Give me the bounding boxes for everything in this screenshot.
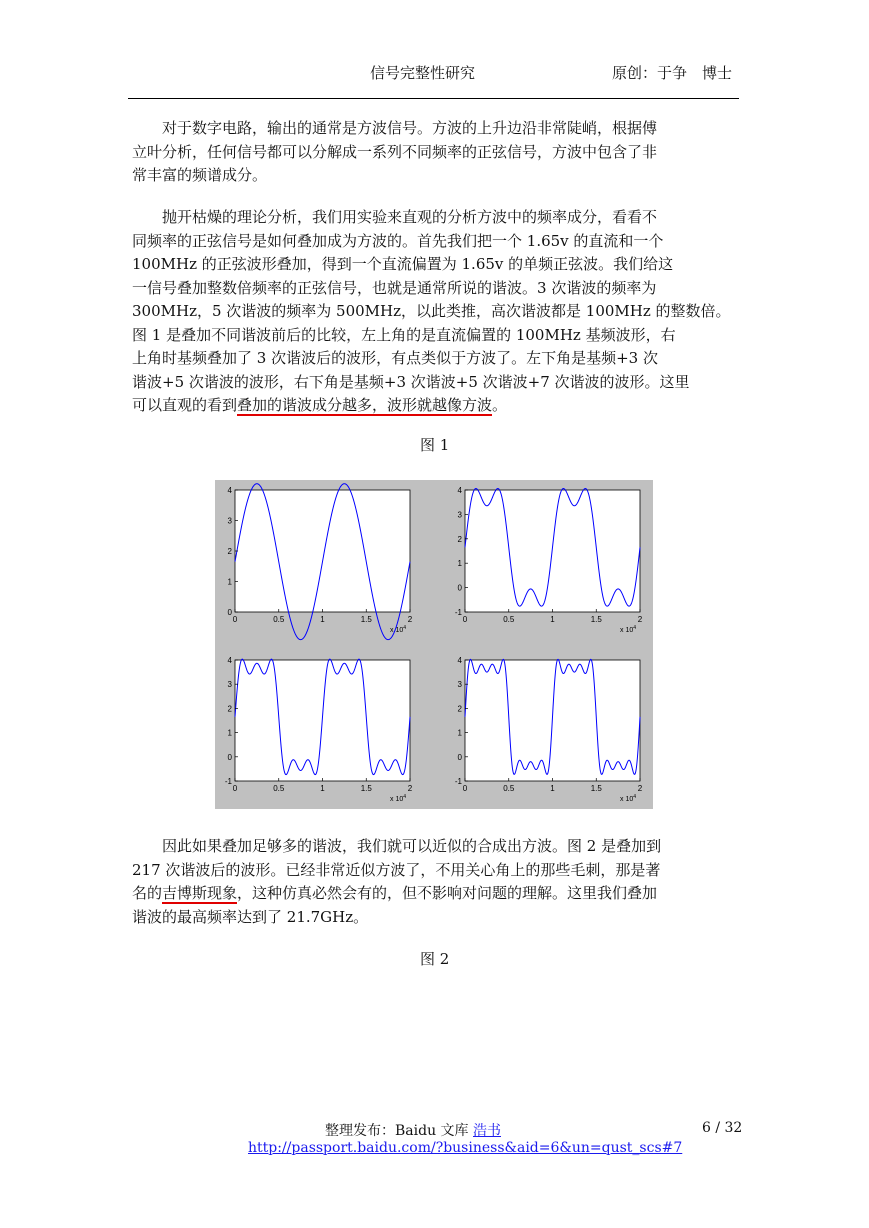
text-run: 。 xyxy=(492,396,508,414)
paragraph-line: 抛开枯燥的理论分析，我们用实验来直观的分析方波中的频率成分，看看不 xyxy=(162,208,658,226)
y-tick-label: 4 xyxy=(227,656,232,665)
y-tick-label: 0 xyxy=(457,752,462,762)
figure-1-svg xyxy=(215,480,653,809)
footer-publish-label: 整理发布：Baidu 文库 xyxy=(325,1123,469,1139)
paragraph-line: 谐波的最高频率达到了 21.7GHz。 xyxy=(132,907,369,926)
y-tick-label: 2 xyxy=(457,534,462,544)
footer-publish-link[interactable]: 浩书 xyxy=(473,1123,501,1139)
y-tick-label: 3 xyxy=(457,680,462,690)
x-tick-label: 0.5 xyxy=(503,784,515,793)
x-scale-exponent: 4 xyxy=(403,625,407,631)
y-tick-label: 4 xyxy=(457,656,462,665)
paragraph-line: 谐波+5 次谐波的波形，右下角是基频+3 次谐波+5 次谐波+7 次谐波的波形。这里 xyxy=(132,372,690,391)
paragraph-line: 100MHz 的正弦波形叠加，得到一个直流偏置为 1.65v 的单频正弦波。我们给这 xyxy=(132,255,674,273)
figure-1-caption: 图 1 xyxy=(420,436,450,454)
x-scale-note: x $10^4$ xyxy=(390,794,407,803)
y-tick-label: 2 xyxy=(227,704,232,714)
x-tick-label: 1 xyxy=(320,615,325,624)
figure-1 xyxy=(215,480,653,809)
y-tick-label: -1 xyxy=(454,608,462,617)
paragraph-line: 因此如果叠加足够多的谐波，我们就可以近似的合成出方波。图 2 是叠加到 xyxy=(162,837,662,855)
x-tick-label: 0.5 xyxy=(503,615,515,624)
x-tick-label: 2 xyxy=(407,784,413,793)
paragraph-line: 217 次谐波后的波形。已经非常近似方波了，不用关心角上的那些毛刺，那是著 xyxy=(132,860,661,879)
y-tick-label: 2 xyxy=(457,704,462,714)
x-tick-label: 0.5 xyxy=(273,784,285,793)
y-tick-label: -1 xyxy=(224,777,232,786)
footer-url-link[interactable]: http://passport.baidu.com/?business&aid=6&un=qust_scs#7 xyxy=(248,1140,683,1156)
paragraph-line: 同频率的正弦信号是如何叠加成为方波的。首先我们把一个 1.65v 的直流和一个 xyxy=(132,231,664,250)
paragraph-line: 上角时基频叠加了 3 次谐波后的波形，有点类似于方波了。左下角是基频+3 次 xyxy=(132,349,658,367)
x-tick-label: 2 xyxy=(407,615,413,624)
plot-area xyxy=(235,490,410,612)
paragraph-line: 图 1 是叠加不同谐波前后的比较，左上角的是直流偏置的 100MHz 基频波形，右 xyxy=(132,325,676,344)
chart-panel-top-right xyxy=(455,486,643,634)
paragraph-1 xyxy=(132,117,738,188)
x-scale-note: x $10^4$ xyxy=(620,625,637,634)
y-tick-label: -1 xyxy=(454,777,462,786)
chart-panel-top-left xyxy=(228,484,413,640)
text-run: ，这种仿真必然会有的，但不影响对问题的理解。这里我们叠加 xyxy=(237,884,658,902)
x-tick-label: 1 xyxy=(550,784,555,793)
y-tick-label: 0 xyxy=(227,752,232,762)
paragraph-line: 对于数字电路，输出的通常是方波信号。方波的上升边沿非常陡峭，根据傅 xyxy=(162,119,658,137)
x-tick-label: 0 xyxy=(462,784,468,793)
x-scale-note: x $10^4$ xyxy=(620,794,637,803)
x-tick-label: 0 xyxy=(232,615,238,624)
header-author: 原创：于争 博士 xyxy=(612,64,733,82)
footer-publish xyxy=(325,1120,501,1140)
x-tick-label: 2 xyxy=(637,784,643,793)
x-tick-label: 1.5 xyxy=(590,784,602,793)
text-run: 可以直观的看到 xyxy=(132,396,238,414)
chart-panel-bottom-left xyxy=(225,656,413,803)
x-scale-exponent: 4 xyxy=(633,794,637,800)
y-tick-label: 1 xyxy=(227,728,232,738)
y-tick-label: 1 xyxy=(457,728,462,738)
y-tick-label: 2 xyxy=(227,547,232,556)
y-tick-label: 4 xyxy=(457,486,462,495)
x-tick-label: 0.5 xyxy=(273,615,285,624)
y-tick-label: 4 xyxy=(227,486,232,495)
paragraph-2 xyxy=(132,206,738,418)
y-tick-label: 3 xyxy=(227,516,232,526)
x-tick-label: 1.5 xyxy=(360,615,372,624)
paragraph-line: 立叶分析，任何信号都可以分解成一系列不同频率的正弦信号，方波中包含了非 xyxy=(132,142,658,161)
header-rule xyxy=(128,98,739,99)
paragraph-line: 一信号叠加整数倍频率的正弦信号，也就是通常所说的谐波。3 次谐波的频率为 xyxy=(132,278,657,297)
x-scale-exponent: 4 xyxy=(403,794,407,800)
x-tick-label: 0 xyxy=(232,784,238,793)
chart-panel-bottom-right xyxy=(455,656,643,803)
page-number: 6 / 32 xyxy=(702,1120,743,1136)
x-scale-exponent: 4 xyxy=(633,625,637,631)
x-tick-label: 1.5 xyxy=(360,784,372,793)
paragraph-line: 常丰富的频谱成分。 xyxy=(132,166,268,184)
y-tick-label: 3 xyxy=(457,510,462,520)
x-tick-label: 1 xyxy=(550,615,555,624)
y-tick-label: 3 xyxy=(227,680,232,690)
header-title: 信号完整性研究 xyxy=(370,64,476,82)
highlighted-text: 吉博斯现象 xyxy=(162,884,238,902)
paragraph-line: 300MHz，5 次谐波的频率为 500MHz，以此类推，高次谐波都是 100MHz 的整数倍。 xyxy=(132,302,731,320)
paragraph-line xyxy=(132,394,738,418)
y-tick-label: 1 xyxy=(227,577,232,587)
y-tick-label: 1 xyxy=(457,559,462,569)
x-tick-label: 0 xyxy=(462,615,468,624)
text-run: 名的 xyxy=(132,884,163,902)
x-tick-label: 1 xyxy=(320,784,325,793)
y-tick-label: 0 xyxy=(227,608,232,617)
highlighted-text: 叠加的谐波成分越多，波形就越像方波 xyxy=(237,396,493,414)
x-tick-label: 2 xyxy=(637,615,643,624)
y-tick-label: 0 xyxy=(457,583,462,593)
paragraph-line xyxy=(132,882,738,906)
figure-2-caption: 图 2 xyxy=(420,950,450,968)
paragraph-3 xyxy=(132,835,738,929)
x-tick-label: 1.5 xyxy=(590,615,602,624)
x-scale-note: x $10^4$ xyxy=(390,625,407,634)
